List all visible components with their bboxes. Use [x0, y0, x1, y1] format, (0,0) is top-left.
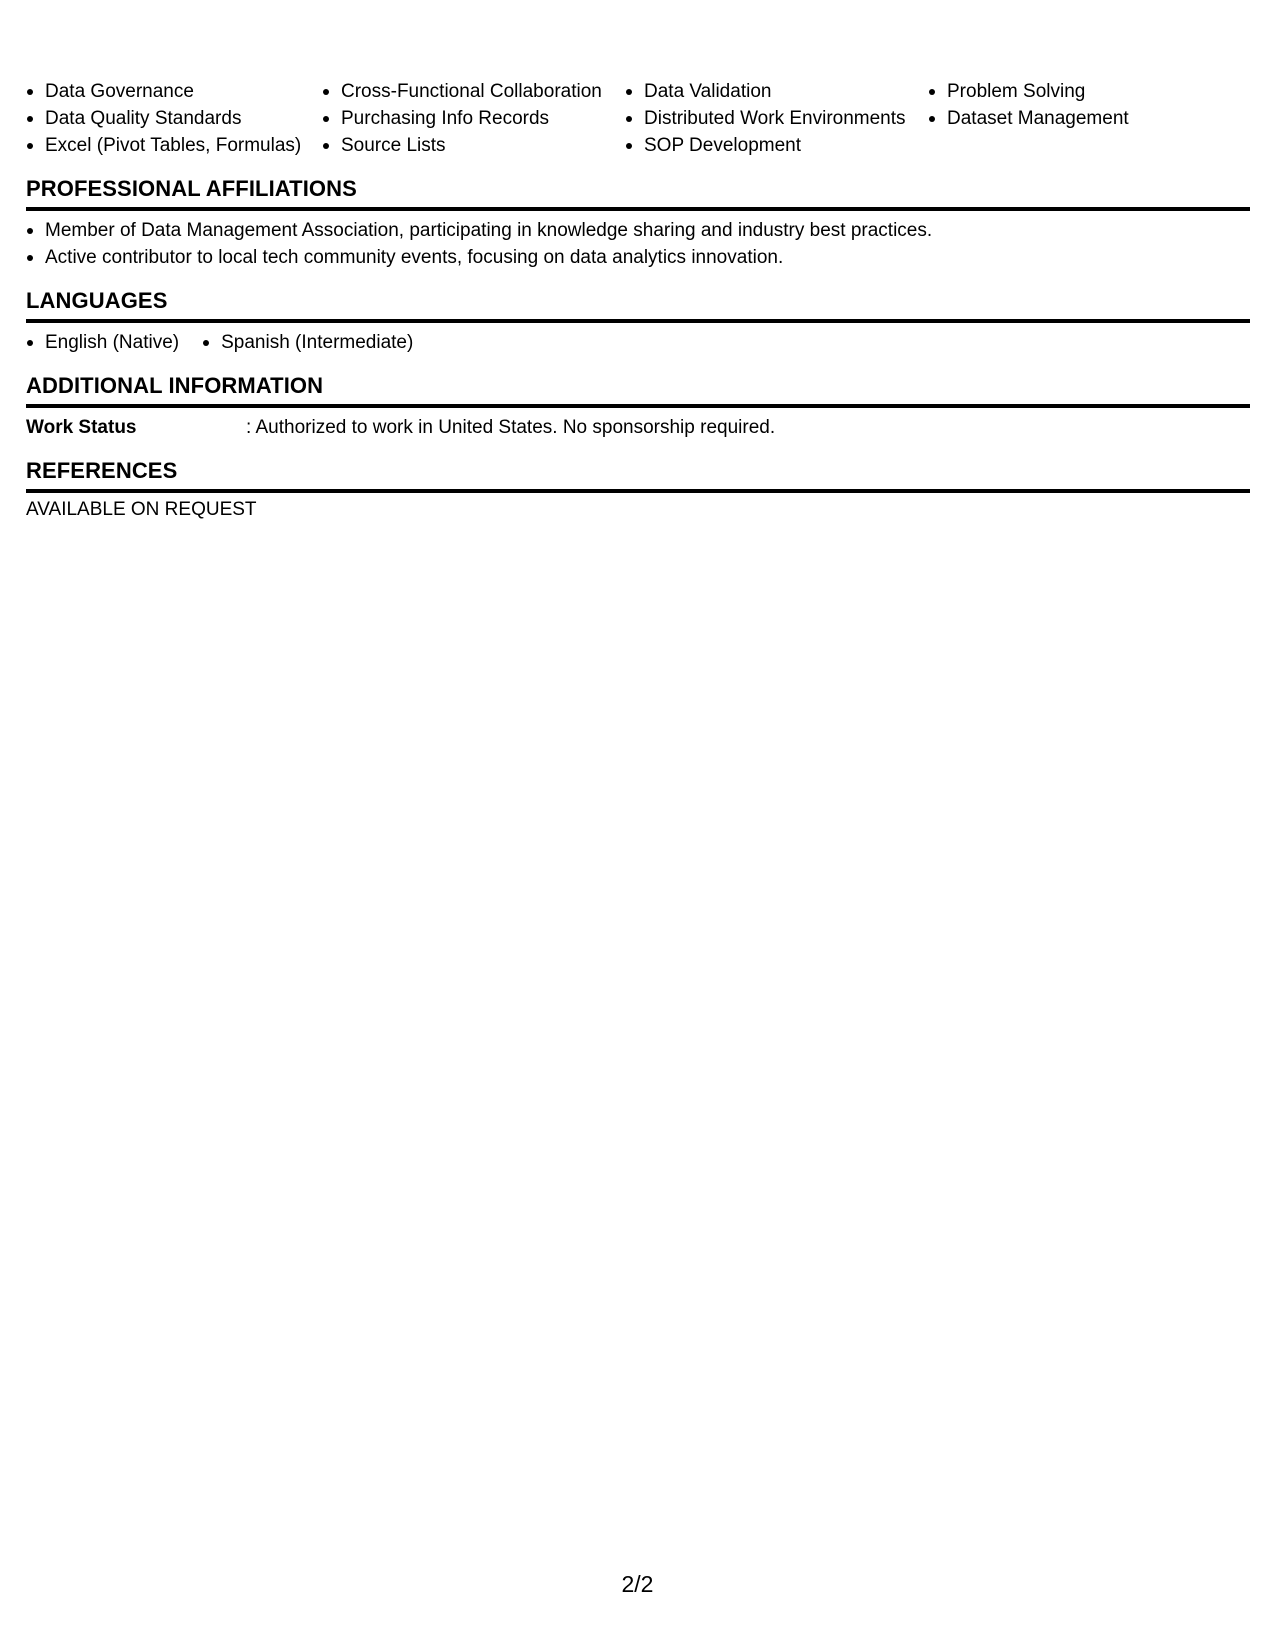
skill-item: Excel (Pivot Tables, Formulas): [26, 132, 322, 159]
references-section: [26, 441, 1250, 523]
work-status-row: [26, 414, 1250, 441]
skills-grid: [26, 78, 1250, 159]
work-status-label: Work Status: [26, 417, 137, 438]
skill-item: SOP Development: [625, 132, 928, 159]
skills-column-4: [928, 78, 1228, 159]
skill-item: Source Lists: [322, 132, 625, 159]
page-number: 2/2: [621, 1571, 654, 1597]
skill-item: Dataset Management: [928, 105, 1228, 132]
skill-item: Data Validation: [625, 78, 928, 105]
affiliation-item: Active contributor to local tech community events, focusing on data analytics innovation.: [26, 244, 1250, 271]
affiliations-body: [26, 211, 1250, 271]
skills-column-3: [625, 78, 928, 159]
language-item: Spanish (Intermediate): [202, 329, 413, 356]
language-item: English (Native): [26, 329, 179, 356]
skill-item: Problem Solving: [928, 78, 1228, 105]
additional-info-section: [26, 356, 1250, 441]
skill-item: Purchasing Info Records: [322, 105, 625, 132]
languages-body: [26, 323, 1250, 356]
languages-heading: LANGUAGES: [26, 271, 1250, 323]
references-heading: REFERENCES: [26, 441, 1250, 493]
skill-item: Data Governance: [26, 78, 322, 105]
skills-column-2: [322, 78, 625, 159]
additional-info-heading: ADDITIONAL INFORMATION: [26, 356, 1250, 408]
references-text: AVAILABLE ON REQUEST: [26, 499, 257, 520]
languages-list: [26, 329, 1250, 356]
skill-item: Distributed Work Environments: [625, 105, 928, 132]
affiliations-heading: PROFESSIONAL AFFILIATIONS: [26, 159, 1250, 211]
resume-content: [26, 78, 1250, 523]
skills-column-1: [26, 78, 322, 159]
affiliations-section: [26, 159, 1250, 271]
work-status-value: : Authorized to work in United States. No sponsorship required.: [246, 417, 776, 438]
affiliations-list: [26, 217, 1250, 271]
languages-section: [26, 271, 1250, 356]
skill-item: Data Quality Standards: [26, 105, 322, 132]
additional-info-body: [26, 408, 1250, 441]
skill-item: Cross-Functional Collaboration: [322, 78, 625, 105]
affiliation-item: Member of Data Management Association, participating in knowledge sharing and industry best practices.: [26, 217, 1250, 244]
